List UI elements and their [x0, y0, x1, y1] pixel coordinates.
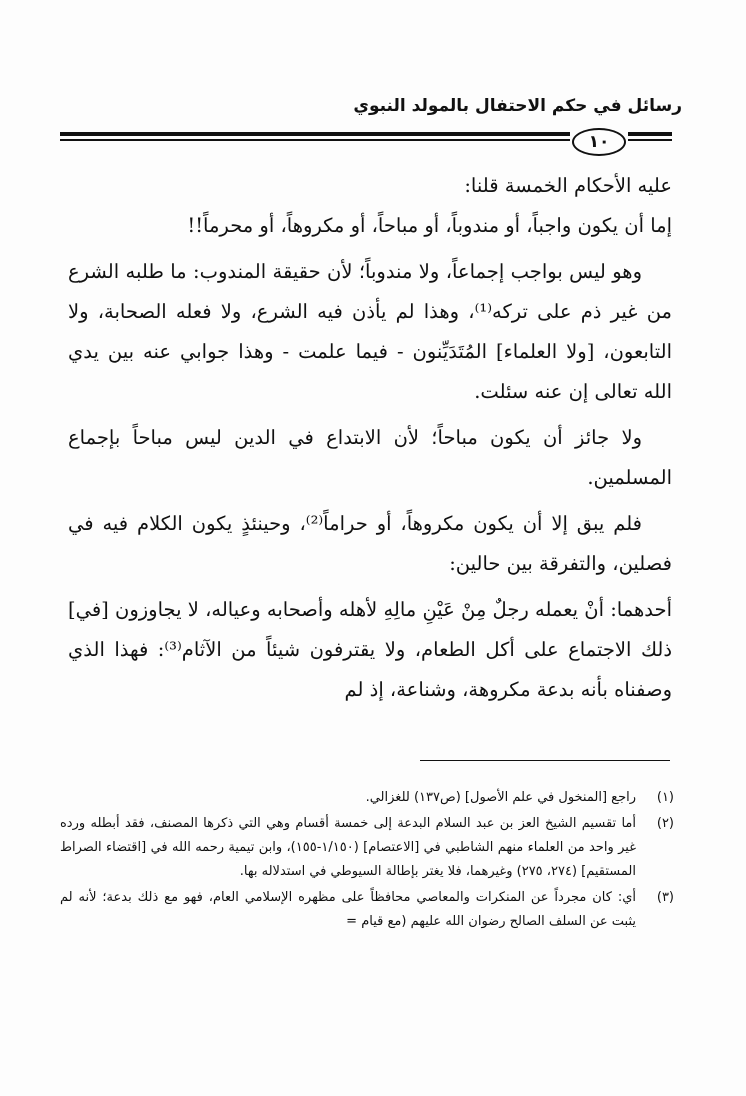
footnotes	[60, 786, 674, 936]
footnote	[60, 786, 674, 810]
header-rule-left-thin	[60, 139, 570, 141]
page-number: ١٠	[572, 128, 626, 156]
footnote-number: (٣)	[656, 890, 674, 905]
header-rule-right-thin	[628, 139, 672, 141]
main-text	[68, 166, 672, 716]
footnote-text: راجع [المنخول في علم الأصول] (ص١٣٧) للغزالي.	[365, 790, 636, 805]
footnote	[60, 886, 674, 934]
paragraph: فلم يبق إلا أن يكون مكروهاً، أو حراماً⁽²⁾، وحينئذٍ يكون الكلام فيه في فصلين، والتفرقة بين حالين:	[68, 512, 672, 575]
paragraph: وهو ليس بواجب إجماعاً، ولا مندوباً؛ لأن حقيقة المندوب: ما طلبه الشرع من غير ذم على تركه⁽¹⁾، وهذا لم يأذن فيه الشرع، ولا فعله الصحابة، ولا التابعون، [ولا العلماء] المُتَدَيِّنون - فيما علمت - وهذا جوابي عنه بين يدي الله تعالى إن عنه سئلت.	[68, 260, 672, 403]
header-rule-left-thick	[60, 132, 570, 136]
footnote-text: أي: كان مجرداً عن المنكرات والمعاصي محافظاً على مظهره الإسلامي العام، فهو مع ذلك بدعة؛ لأنه لم يثبت عن السلف الصالح رضوان الله عليهم (مع قيام =	[60, 890, 636, 929]
paragraph: ولا جائز أن يكون مباحاً؛ لأن الابتداع في الدين ليس مباحاً بإجماع المسلمين.	[68, 426, 672, 489]
footnote-separator	[420, 760, 670, 761]
footnote-text: أما تقسيم الشيخ العز بن عبد السلام البدعة إلى خمسة أقسام وهي التي ذكرها المصنف، فقد أبطله ورده غير واحد من العلماء منهم الشاطبي في [الاعتصام] (١/١٥٠-١٥٥)، وابن تيمية رحمه الله في [اقتضاء الصراط المستقيم] (٢٧٤، ٢٧٥) وغيرهما، فلا يغتر بإطالة السيوطي في استدلاله بها.	[60, 816, 636, 879]
paragraph: إما أن يكون واجباً، أو مندوباً، أو مباحاً، أو مكروهاً، أو محرماً!!	[187, 214, 672, 237]
paragraph: أحدهما: أنْ يعمله رجلٌ مِنْ عَيْنِ مالِهِ لأهله وأصحابه وعياله، لا يجاوزون [في] ذلك الاجتماع على أكل الطعام، ولا يقترفون شيئاً من الآثام⁽³⁾: فهذا الذي وصفناه بأنه بدعة مكروهة، وشناعة، إذ لم	[68, 598, 672, 701]
header-rule-right-thick	[628, 132, 672, 136]
footnote-number: (١)	[656, 790, 674, 805]
running-header-title: رسائل في حكم الاحتفال بالمولد النبوي	[353, 96, 682, 116]
paragraph: عليه الأحكام الخمسة قلنا:	[464, 174, 672, 197]
footnote-number: (٢)	[656, 816, 674, 831]
footnote	[60, 812, 674, 884]
